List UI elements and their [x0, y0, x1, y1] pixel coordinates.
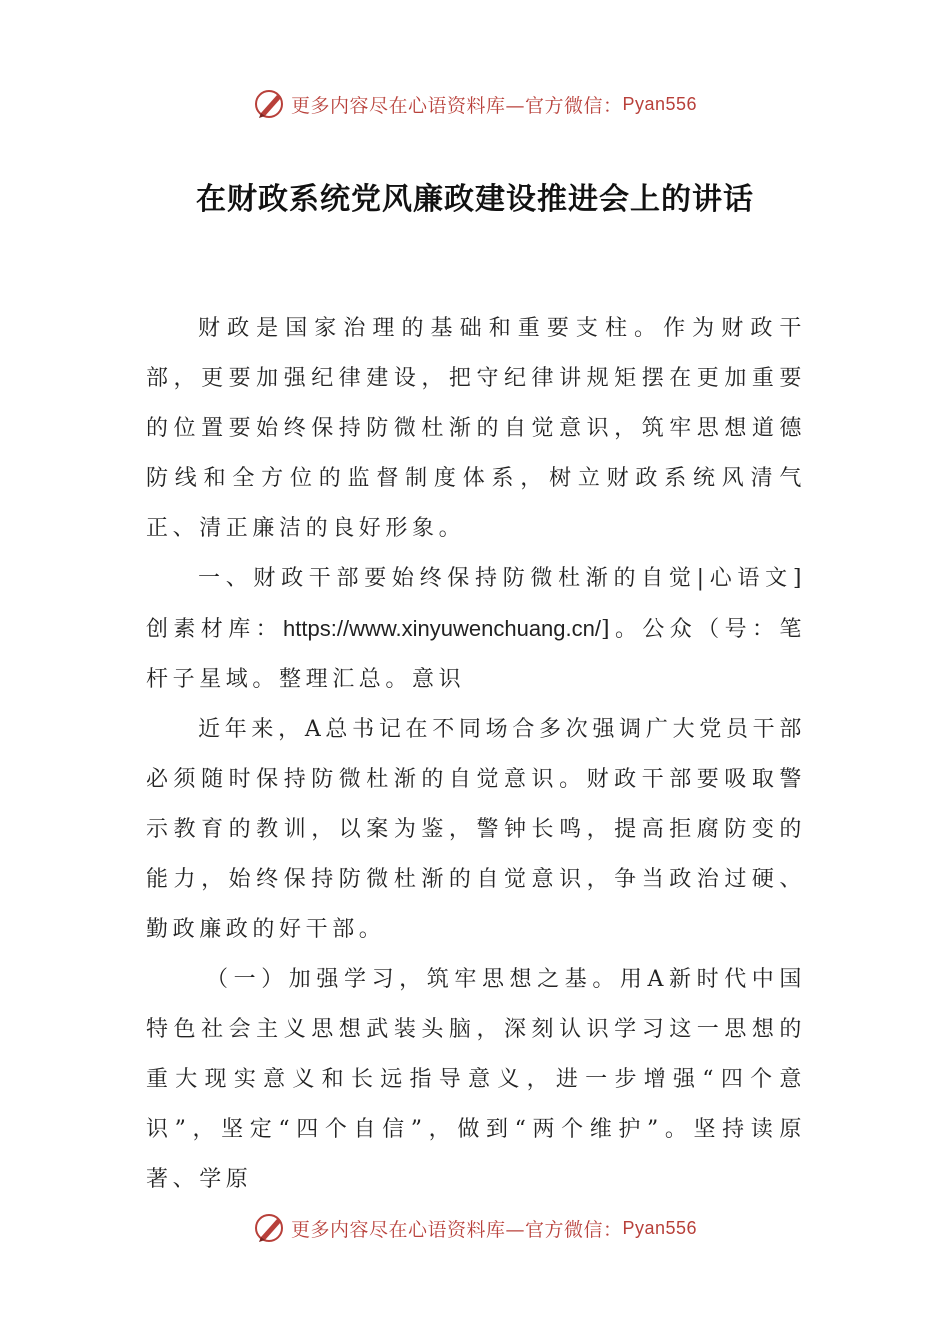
watermark-text: 更多内容尽在心语资料库—官方微信：	[290, 1218, 623, 1241]
pen-logo-icon	[253, 87, 287, 121]
page-title: 在财政系统党风廉政建设推进会上的讲话	[196, 182, 754, 217]
footer-watermark	[0, 1208, 950, 1248]
header-watermark	[0, 84, 950, 124]
watermark-wechat-id: Pyan556	[622, 1217, 698, 1238]
watermark-wechat-id: Pyan556	[622, 93, 698, 114]
paragraph-section-heading: 一、财政干部要始终保持防微杜渐的自觉|心语文]创素材库：https://www.xinyuwenchuang.cn/]。公众（号：笔杆子星域。整理汇总。意识	[146, 566, 806, 692]
pen-logo-icon	[253, 1211, 287, 1245]
source-url: https://www.xinyuwenchuang.cn/	[283, 616, 601, 641]
document-body	[146, 304, 806, 1205]
watermark-text: 更多内容尽在心语资料库—官方微信：	[290, 94, 623, 117]
paragraph-subsection-one: （一）加强学习，筑牢思想之基。用A新时代中国特色社会主义思想武装头脑，深刻认识学习这一思想的重大现实意义和长远指导意义，进一步增强“四个意识”，坚定“四个自信”，做到“两个维护”。坚持读原著、学原	[146, 967, 806, 1192]
paragraph-intro: 财政是国家治理的基础和重要支柱。作为财政干部，更要加强纪律建设，把守纪律讲规矩摆在更加重要的位置要始终保持防微杜渐的自觉意识，筑牢思想道德防线和全方位的监督制度体系，树立财政系统风清气正、清正廉洁的良好形象。	[146, 316, 806, 541]
paragraph-recent-years: 近年来，A总书记在不同场合多次强调广大党员干部必须随时保持防微杜渐的自觉意识。财政干部要吸取警示教育的教训，以案为鉴，警钟长鸣，提高拒腐防变的能力，始终保持防微杜渐的自觉意识，争当政治过硬、勤政廉政的好干部。	[146, 717, 806, 942]
